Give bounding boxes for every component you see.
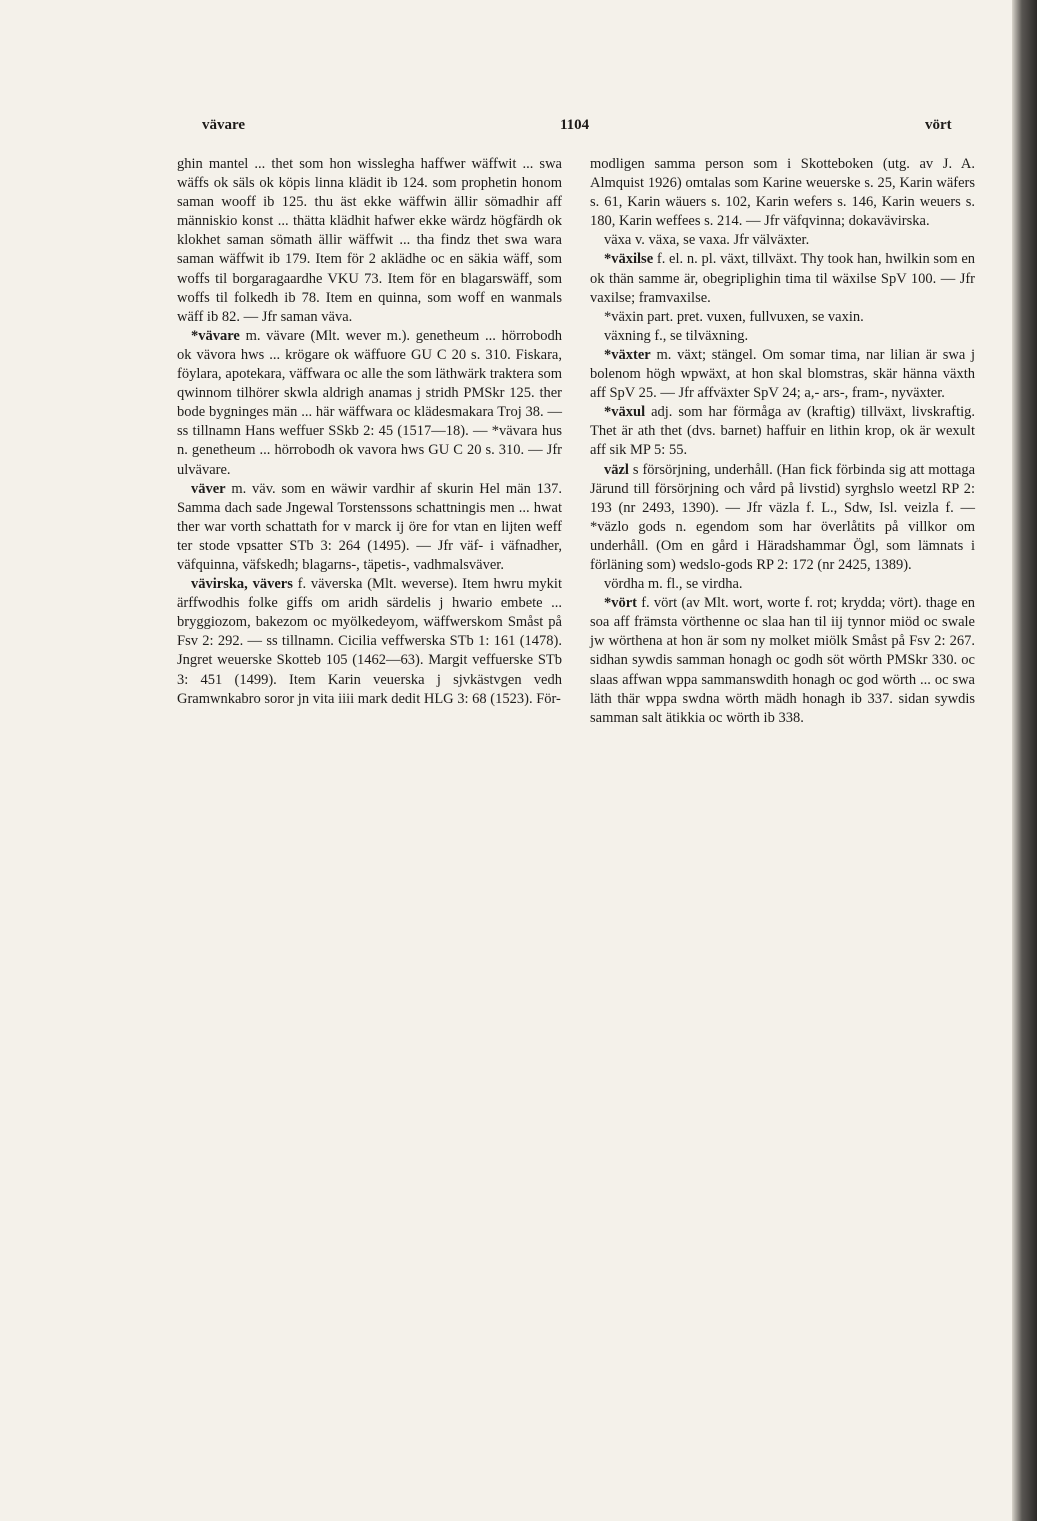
headword: vävirska, vävers xyxy=(191,576,293,593)
entry-vort xyxy=(590,594,975,728)
entry-vavirska xyxy=(177,575,562,709)
headword: väver xyxy=(191,480,226,497)
book-spine xyxy=(1012,0,1037,1521)
entry-vaxning: växning f., se tilväxning. xyxy=(604,327,749,344)
entry-vaver xyxy=(177,480,562,575)
header-right-word: vört xyxy=(925,117,952,133)
entry-text: m. växt; stängel. Om somar tima, nar lilian är swa j bolenom högh wpwäxt, at hon skal blomstras, skär hänna växth aff SpV 25. — Jfr affväxter SpV 24; a,- ars-, fram-, nyväxter. xyxy=(590,346,976,402)
entry-vordha: vördha m. fl., se virdha. xyxy=(604,576,743,593)
entry-vaxter xyxy=(590,346,975,403)
entry-vavare xyxy=(177,327,562,480)
headword: *vört xyxy=(604,595,638,612)
page-header xyxy=(0,117,1012,137)
entry-vaxin: *växin part. pret. vuxen, fullvuxen, se vaxin. xyxy=(604,308,864,325)
left-column xyxy=(177,155,562,709)
entry-text: s försörjning, underhåll. (Han fick förbinda sig att mottaga Järund till försörjning och vård på livstid) syrghslo weetzl RP 2: 193 (nr 2493, 1390). — Jfr väzla f. L., Sdw, Isl. veizla f. — *väzlo gods n. egendom som har överlåtits på villkor om underhåll. (Om en gård i Häradshammar Ögl, som lämnats i förläning som) wedslo-gods RP 2: 172 (nr 2425, 1389). xyxy=(590,461,976,573)
header-left-word: vävare xyxy=(202,117,246,133)
headword: *vävare xyxy=(191,327,240,344)
right-column xyxy=(590,155,975,728)
entry-text: f. el. n. pl. växt, tillväxt. Thy took han, hwilkin som en ok thän samme är, obegriplighin tima til wäxilse SpV 100. — Jfr vaxilse; framvaxilse. xyxy=(590,251,976,306)
entry-continuation: ghin mantel ... thet som hon wisslegha haffwer wäffwit ... swa wäffs ok säls ok köpis linna klädit ib 124. som prophetin honom saman wooff ib 125. thu äst ekke wäffwin ällir sömadhir aff människio konst ... thätta klädhit hafwer ekke wärdz högfärdh ok klokhet saman sömath ällir wäffwit ... tha findz thet swa wara saman wäffwit ib 179. Item för 2 aklädhe oc en säkia wäff, som woffs til borgaragaardhe VKU 73. Item för en blagarswäff, som woffs til folkedh ib 78. Item en quinna, som woff en wanmals wäff ib 82. — Jfr saman väva. xyxy=(177,156,562,325)
entry-vaxilse xyxy=(590,250,975,307)
entry-vaxul xyxy=(590,403,975,460)
headword: *växilse xyxy=(604,251,654,268)
entry-text: f. vört (av Mlt. wort, worte f. rot; krydda; vört). thage en soa aff främsta vörthenne oc slaa han til iij tynnor miöd oc swale jw wörthena at hon är som ny molket miölk Småst på Fsv 2: 267. sidhan sywdis samman honagh oc godh söt wörth PMSkr 330. oc slaas affwan wppa sammanswdith honagh oc god wörth ... oc swa läth thär wppa swdna wörth mädh honagh ib 337. sidan sywdis samman salt ätikkia oc wörth ib 338. xyxy=(590,595,976,726)
headword: *växul xyxy=(604,404,646,421)
entry-text: f. väverska (Mlt. weverse). Item hwru mykit ärffwodhis folke giffs om aridh särdelis j hwario embete ... bryggiozom, bakezom oc myölkedeyom, wäffwerskom Småst på Fsv 2: 292. — ss tillnamn. Cicilia veffwerska STb 1: 161 (1478). Jngret weuerske Skotteb 105 (1462—63). Margit veffuerske STb 3: 451 (1499). Item Karin veuerska j sjvkästvgen vedh Gramwnkabro soror jn vita iiii mark dedit HLG 3: 68 (1523). För- xyxy=(177,576,562,707)
page-number: 1104 xyxy=(560,117,590,133)
entry-continuation: modligen samma person som i Skotteboken (utg. av J. A. Almquist 1926) omtalas som Karine weuerske s. 25, Karin wäfers s. 61, Karin wäuers s. 102, Karin wefers s. 146, Karin weuers s. 180, Karin weffees s. 214. — Jfr väfqvinna; dokavävirska. xyxy=(590,156,975,230)
entry-vazl xyxy=(590,461,975,576)
entry-text: m. väv. som en wäwir vardhir af skurin Hel män 137. Samma dach sade Jngewal Torstenssons schattningis men ... hwat ther war vorth schattath for v marck ij öre for vtan en lijten weff ter stode vpsatter STb 3: 264 (1495). — Jfr väf- i väfnadher, väfquinna, väfskedh; blagarns-, täpetis-, vadhmalsväver. xyxy=(177,480,563,573)
headword: *växter xyxy=(604,346,651,363)
entry-text: m. vävare (Mlt. wever m.). genetheum ... hörrobodh ok vävora hws ... krögare ok wäffuore GU C 20 s. 310. Fiskara, föylara, apotekara, väffwara oc alle the som läthwärk traktera som qwinnom tilhörer skwla aldrigh anamas j stridh PMSkr 125. ther bode bygninges män ... här wäffwara oc klädesmakara Troj 38. — ss tillnamn Hans weffuer SSkb 2: 45 (1517—18). — *vävara hus n. genetheum ... hörrobodh ok vavora hws GU C 20 s. 310. — Jfr ulvävare. xyxy=(177,327,562,478)
entry-vaxa: växa v. växa, se vaxa. Jfr välväxter. xyxy=(604,232,810,249)
entry-text: adj. som har förmåga av (kraftig) tillväxt, livskraftig. Thet är ath thet (dvs. barnet) haffuir en lithin krop, ok är wexult aff sik MP 5: 55. xyxy=(590,404,976,459)
headword: väzl xyxy=(604,461,629,478)
